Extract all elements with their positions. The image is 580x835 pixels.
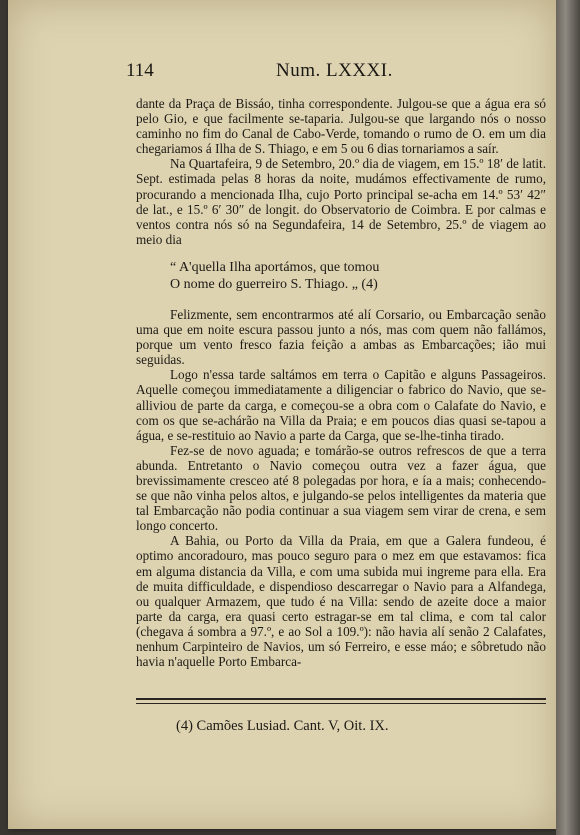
page-number: 114 <box>126 60 154 81</box>
running-head: Num. LXXXI. <box>276 60 393 81</box>
footnote: (4) Camões Lusiad. Cant. V, Oit. IX. <box>176 718 389 734</box>
page-body <box>136 96 546 669</box>
paragraph: Felizmente, sem encontrarmos até alí Corsario, ou Embarcação senão uma que em noite escura passou junto a nós, mas com quem não fallámos, porque um vento fresco fazia feição a ambas as Embarcações; ião mui seguidas. <box>136 306 546 368</box>
paragraph: Fez-se de novo aguada; e tomárão-se outros refrescos de que a terra abunda. Entretanto o Navio começou outra vez a fazer água, que brevissimamente cresceo até 8 polegadas por hora, e ía a mais; conhecendo-se que não vinha pelos altos, e julgando-se pelos intelligentes da materia que tal Embarcação não podia continuar a sua viagem sem virar de crena, e sem longo concerto. <box>136 442 546 534</box>
verse-line: O nome do guerreiro S. Thiago. „ (4) <box>170 276 378 292</box>
paragraph: Na Quartafeira, 9 de Setembro, 20.º dia de viagem, em 15.º 18′ de latit. Sept. estimada pelas 8 horas da noite, mudámos effectivamente de rumo, procurando a mencionada Ilha, cujo Porto principal se-acha em 14.º 53′ 42″ de lat., e 15.º 6′ 30″ de longit. do Observatorio de Coimbra. E por calmas e ventos contra nós só na Segundafeira, 14 de Setembro, 25.º de viagem ao meio dia <box>136 156 546 247</box>
verse-line: “ A'quella Ilha aportámos, que tomou <box>170 259 380 275</box>
verse-quote <box>136 259 546 293</box>
footnote-rule <box>136 698 546 704</box>
paragraph-continued: dante da Praça de Bissáo, tinha correspondente. Julgou-se que a água era só pelo Gio, e que facilmente se-taparia. Julgou-se que largando nós o nosso caminho no fim do Canal de Cabo-Verde, tomando o rumo de O. em um dia chegariamos á Ilha de S. Thiago, e em 5 ou 6 dias tornariamos a saír. <box>136 96 546 157</box>
page-edge <box>556 0 580 835</box>
paragraph: A Bahia, ou Porto da Villa da Praia, em que a Galera fundeou, é optimo ancoradouro, mas pouco seguro para o mez em que estavamos: fica em alguma distancia da Villa, e com uma subida mui ingreme para ella. Era de muita difficuldade, e dispendioso descarregar o Navio para a Alfandega, ou qualquer Armazem, que tudo é na Villa: sendo de azeite doce a maior parte da carga, era quasi certo estragar-se em tal clima, e com tal calor (chegava á sombra a 97.º, e ao Sol a 109.º): não havia alí senão 2 Calafates, nenhum Carpinteiro de Navios, um só Ferreiro, e esse máo; e sôbretudo não havia n'aquelle Porto Embarca- <box>136 533 546 670</box>
page-header <box>126 56 544 86</box>
paragraph: Logo n'essa tarde saltámos em terra o Capitão e alguns Passageiros. Aquelle começou immediatamente a diligenciar o fabrico do Navio, que se-alliviou de parte da carga, e começou-se a obra com o Calafate do Navio, e com os que se-achárão na Villa da Praia; e em poucos dias quasi se-tapou a água, e se-restituio ao Navio a parte da Carga, que se-lhe-tinha tirado. <box>136 367 546 443</box>
